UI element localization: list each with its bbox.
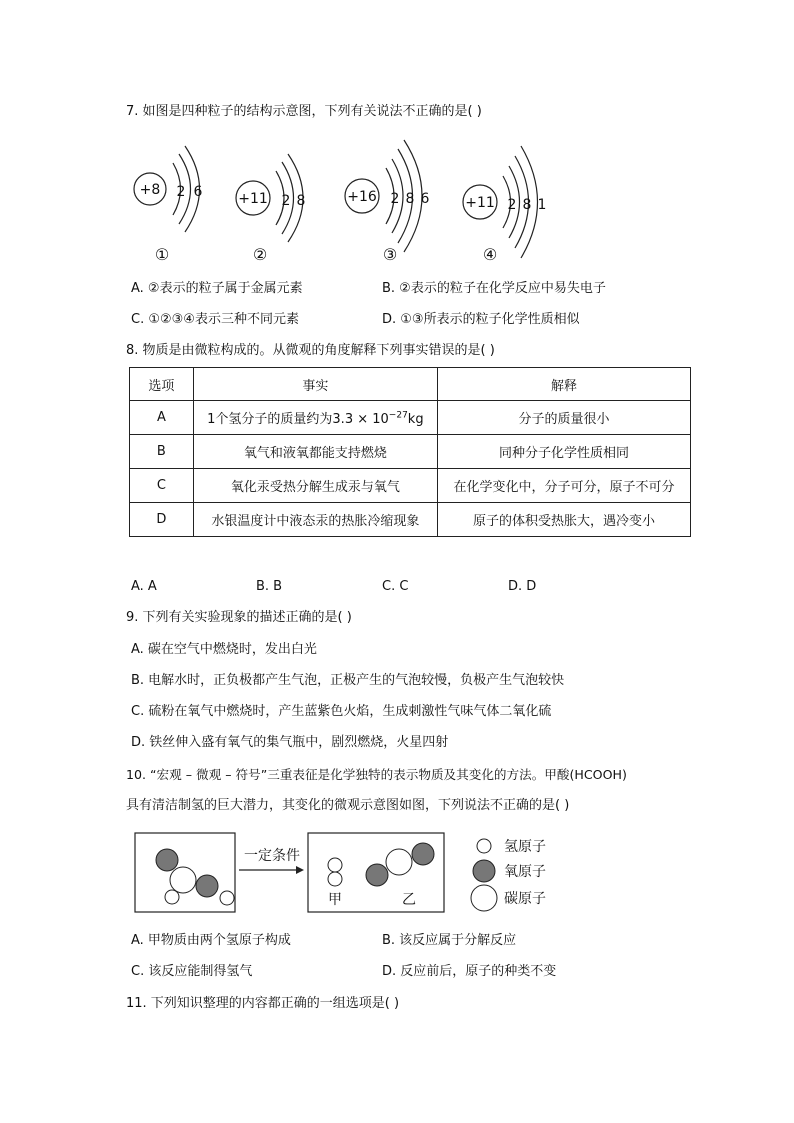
atom4-nucleus: +11 xyxy=(465,195,495,211)
row-explain: 原子的体积受热胀大，遇冷变小 xyxy=(437,503,690,537)
fact-mantissa: 1个氢分子的质量约为3.3 × 10 xyxy=(207,412,389,427)
q10-option-a[interactable]: A. 甲物质由两个氢原子构成 xyxy=(131,933,291,948)
q7-option-a[interactable]: A. ②表示的粒子属于金属元素 xyxy=(131,281,303,296)
table-row xyxy=(130,503,691,537)
row-explain: 分子的质量很小 xyxy=(437,401,690,435)
q9-option-b[interactable]: B. 电解水时，正负极都产生气泡，正极产生的气泡较慢，负极产生气泡较快 xyxy=(131,673,565,688)
q7-atom-diagrams xyxy=(0,135,794,285)
label-jia: 甲 xyxy=(328,892,342,908)
atom1-shell1: 2 xyxy=(176,184,186,200)
q10-reaction-diagram xyxy=(0,830,794,920)
atom2-shell2: 8 xyxy=(296,193,306,209)
header-explain: 解释 xyxy=(437,368,690,401)
row-fact: 氧化汞受热分解生成汞与氧气 xyxy=(193,469,437,503)
row-fact: 水银温度计中液态汞的热胀冷缩现象 xyxy=(193,503,437,537)
reaction-condition: 一定条件 xyxy=(244,848,300,864)
atom3-shell2: 8 xyxy=(405,191,415,207)
header-option: 选项 xyxy=(130,368,194,401)
row-option: A xyxy=(130,401,194,435)
q8-option-d[interactable]: D. D xyxy=(508,579,537,594)
q7-option-c[interactable]: C. ①②③④表示三种不同元素 xyxy=(131,312,299,327)
table-row xyxy=(130,435,691,469)
legend-carbon: 碳原子 xyxy=(504,891,546,907)
q10-option-c[interactable]: C. 该反应能制得氢气 xyxy=(131,964,253,979)
q10-stem-line2: 具有清洁制氢的巨大潜力，其变化的微观示意图如图，下列说法不正确的是( ) xyxy=(126,798,570,813)
atom2-shell1: 2 xyxy=(281,193,291,209)
fact-exponent: −27 xyxy=(388,410,408,421)
q7-stem: 7. 如图是四种粒子的结构示意图，下列有关说法不正确的是( ) xyxy=(126,104,482,119)
q10-option-b[interactable]: B. 该反应属于分解反应 xyxy=(382,933,517,948)
fact-unit: kg xyxy=(407,412,424,427)
atom3-shell3: 6 xyxy=(420,191,430,207)
q11-stem: 11. 下列知识整理的内容都正确的一组选项是( ) xyxy=(126,996,400,1011)
atom1-label: ① xyxy=(154,245,170,264)
q8-table xyxy=(129,367,691,537)
q9-stem: 9. 下列有关实验现象的描述正确的是( ) xyxy=(126,610,352,625)
row-option: C xyxy=(130,469,194,503)
table-row xyxy=(130,401,691,435)
hydrogen-atom-icon xyxy=(477,839,491,853)
legend-hydrogen: 氢原子 xyxy=(504,839,546,855)
q10-stem-line1: 10. “宏观 – 微观 – 符号”三重表征是化学独特的表示物质及其变化的方法。甲酸(HCOOH) xyxy=(126,767,627,782)
header-fact: 事实 xyxy=(193,368,437,401)
atom1-nucleus: +8 xyxy=(139,182,161,198)
atom4-shell2: 8 xyxy=(522,197,532,213)
row-fact xyxy=(193,401,437,435)
atom3-shell1: 2 xyxy=(390,191,400,207)
legend-oxygen: 氧原子 xyxy=(504,864,546,880)
q10-option-d[interactable]: D. 反应前后，原子的种类不变 xyxy=(382,964,557,979)
q8-option-a[interactable]: A. A xyxy=(131,579,157,594)
atom1-shell2: 6 xyxy=(193,184,203,200)
table-header-row xyxy=(130,368,691,401)
row-fact: 氧气和液氧都能支持燃烧 xyxy=(193,435,437,469)
q7-option-b[interactable]: B. ②表示的粒子在化学反应中易失电子 xyxy=(382,281,606,296)
q7-option-d[interactable]: D. ①③所表示的粒子化学性质相似 xyxy=(382,312,580,327)
atom3-nucleus: +16 xyxy=(347,189,377,205)
q9-option-d[interactable]: D. 铁丝伸入盛有氧气的集气瓶中，剧烈燃烧，火星四射 xyxy=(131,735,449,750)
atom4-shell3: 1 xyxy=(537,197,547,213)
q8-stem: 8. 物质是由微粒构成的。从微观的角度解释下列事实错误的是( ) xyxy=(126,343,495,358)
q8-option-c[interactable]: C. C xyxy=(382,579,409,594)
label-yi: 乙 xyxy=(402,892,416,908)
atom2-nucleus: +11 xyxy=(238,191,268,207)
row-explain: 在化学变化中，分子可分，原子不可分 xyxy=(437,469,690,503)
row-option: B xyxy=(130,435,194,469)
q9-option-a[interactable]: A. 碳在空气中燃烧时，发出白光 xyxy=(131,642,317,657)
atom2-label: ② xyxy=(252,245,268,264)
atom4-label: ④ xyxy=(482,245,498,264)
carbon-atom-icon xyxy=(471,885,497,911)
oxygen-atom-icon xyxy=(473,860,495,882)
table-row xyxy=(130,469,691,503)
row-option: D xyxy=(130,503,194,537)
atom4-shell1: 2 xyxy=(507,197,517,213)
atom3-label: ③ xyxy=(382,245,398,264)
q9-option-c[interactable]: C. 硫粉在氧气中燃烧时，产生蓝紫色火焰，生成刺激性气味气体二氧化硫 xyxy=(131,704,552,719)
row-explain: 同种分子化学性质相同 xyxy=(437,435,690,469)
q8-option-b[interactable]: B. B xyxy=(256,579,283,594)
